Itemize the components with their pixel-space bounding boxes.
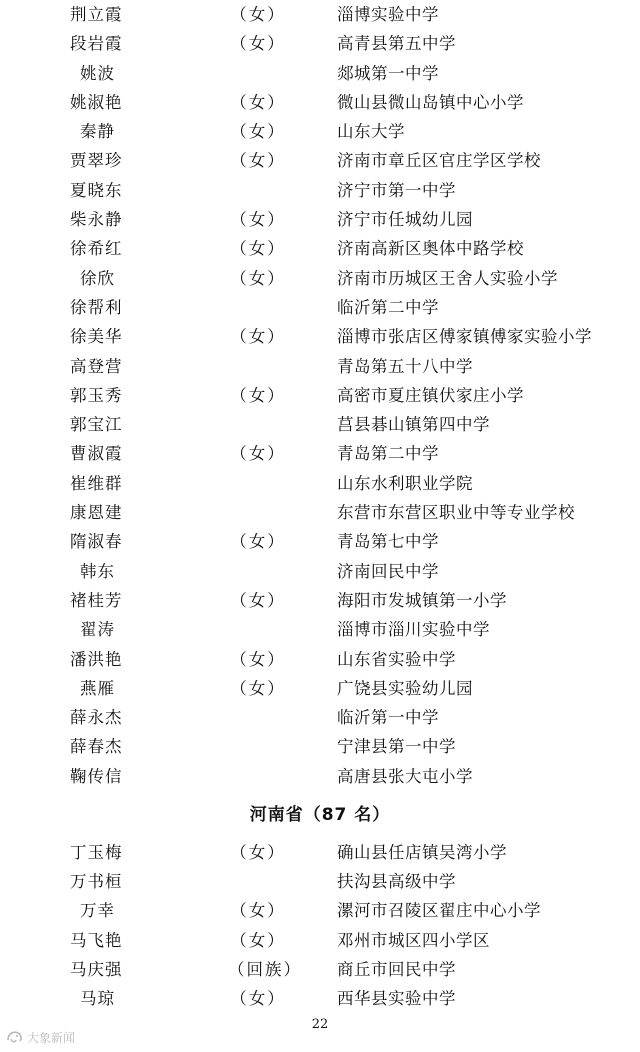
list-item: [0, 264, 640, 293]
school-name: 山东水利职业学院: [337, 473, 473, 493]
person-note: （女）: [230, 590, 286, 610]
school-name: 东营市东营区职业中等专业学校: [337, 503, 575, 523]
person-note: （女）: [230, 988, 286, 1008]
school-name: 青岛第二中学: [337, 444, 439, 464]
section-heading-henan: 河南省（87 名）: [249, 805, 391, 825]
school-name: 济南市历城区王舍人实验小学: [337, 268, 558, 288]
school-name: 青岛第五十八中学: [337, 356, 473, 376]
list-item: [0, 703, 640, 732]
person-name: 姚波: [80, 63, 115, 83]
list-item: [0, 322, 640, 351]
person-note: （女）: [230, 5, 286, 24]
list-item: [0, 645, 640, 674]
list-item: [0, 586, 640, 615]
person-name: 姚淑艳: [70, 92, 123, 112]
school-name: 海阳市发城镇第一小学: [337, 590, 507, 610]
person-note: （女）: [230, 385, 286, 405]
list-item: [0, 59, 640, 88]
watermark-text: 大象新闻: [27, 1030, 76, 1045]
list-item: [0, 615, 640, 644]
list-item: [0, 498, 640, 527]
person-note: （女）: [230, 34, 286, 54]
page-number: 22: [311, 1017, 329, 1032]
school-name: 高青县第五中学: [337, 34, 456, 54]
person-name: 郭宝江: [70, 415, 123, 435]
person-note: （女）: [230, 649, 286, 669]
school-name: 临沂第二中学: [337, 297, 439, 317]
person-name: 徐希红: [70, 239, 123, 259]
person-note: （回族）: [228, 959, 302, 979]
person-note: （女）: [230, 678, 286, 698]
person-note: （女）: [230, 268, 286, 288]
list-item: [0, 88, 640, 117]
school-name: 商丘市回民中学: [337, 959, 456, 979]
person-name: 褚桂芳: [70, 590, 123, 610]
list-item: [0, 146, 640, 175]
person-name: 薛永杰: [70, 708, 123, 728]
school-name: 邓州市城区四小学区: [337, 930, 490, 950]
school-name: 宁津县第一中学: [337, 737, 456, 757]
person-name: 贾翠珍: [70, 151, 123, 171]
honoree-list-henan: [0, 838, 640, 1013]
person-note: （女）: [230, 239, 286, 259]
person-name: 徐欣: [80, 268, 115, 288]
person-note: （女）: [230, 151, 286, 171]
list-item: [0, 674, 640, 703]
school-name: 广饶县实验幼儿园: [337, 678, 473, 698]
school-name: 济南回民中学: [337, 561, 439, 581]
school-name: 济宁市任城幼儿园: [337, 210, 473, 230]
list-item: [0, 469, 640, 498]
school-name: 漯河市召陵区翟庄中心小学: [337, 901, 541, 921]
person-name: 鞠传信: [70, 766, 123, 786]
person-name: 柴永静: [70, 210, 123, 230]
person-note: （女）: [230, 210, 286, 230]
list-item: [0, 117, 640, 146]
list-item: [0, 732, 640, 761]
elephant-logo-icon: [6, 1028, 24, 1046]
school-name: 济宁市第一中学: [337, 180, 456, 200]
school-name: 淄博市淄川实验中学: [337, 620, 490, 640]
person-name: 崔维群: [70, 473, 123, 493]
person-name: 薛春杰: [70, 737, 123, 757]
list-item: [0, 926, 640, 955]
person-note: （女）: [230, 901, 286, 921]
list-item: [0, 955, 640, 984]
list-item: [0, 176, 640, 205]
person-name: 曹淑霞: [70, 444, 123, 464]
list-item: [0, 527, 640, 556]
person-name: 燕雁: [80, 678, 115, 698]
person-name: 万幸: [80, 901, 115, 921]
school-name: 济南市章丘区官庄学区学校: [337, 151, 541, 171]
list-item: [0, 762, 640, 791]
school-name: 济南高新区奥体中路学校: [337, 239, 524, 259]
person-note: （女）: [230, 122, 286, 142]
person-name: 段岩霞: [70, 34, 123, 54]
school-name: 确山县任店镇吴湾小学: [337, 843, 507, 862]
watermark: [6, 1026, 75, 1048]
person-note: （女）: [230, 532, 286, 552]
list-item: [0, 234, 640, 263]
list-item: [0, 867, 640, 896]
list-item: [0, 205, 640, 234]
school-name: 淄博实验中学: [337, 5, 439, 24]
school-name: 高唐县张大屯小学: [337, 766, 473, 786]
school-name: 郯城第一中学: [337, 63, 439, 83]
person-name: 徐帮利: [70, 297, 123, 317]
person-name: 潘洪艳: [70, 649, 123, 669]
person-name: 马飞艳: [70, 930, 123, 950]
school-name: 临沂第一中学: [337, 708, 439, 728]
person-name: 隋淑春: [70, 532, 123, 552]
list-item: [0, 293, 640, 322]
school-name: 山东省实验中学: [337, 649, 456, 669]
school-name: 西华县实验中学: [337, 988, 456, 1008]
person-note: （女）: [230, 327, 286, 347]
person-note: （女）: [230, 92, 286, 112]
person-note: （女）: [230, 843, 286, 862]
person-name: 徐美华: [70, 327, 123, 347]
list-item: [0, 439, 640, 468]
person-name: 郭玉秀: [70, 385, 123, 405]
list-item: [0, 838, 640, 867]
person-name: 万书桓: [70, 872, 123, 892]
person-name: 康恩建: [70, 503, 123, 523]
school-name: 微山县微山岛镇中心小学: [337, 92, 524, 112]
list-item: [0, 984, 640, 1013]
person-name: 翟涛: [80, 620, 115, 640]
list-item: [0, 410, 640, 439]
school-name: 淄博市张店区傅家镇傅家实验小学: [337, 327, 592, 347]
person-note: （女）: [230, 930, 286, 950]
school-name: 青岛第七中学: [337, 532, 439, 552]
list-item: [0, 0, 640, 29]
person-name: 秦静: [80, 122, 115, 142]
school-name: 高密市夏庄镇伏家庄小学: [337, 385, 524, 405]
list-item: [0, 557, 640, 586]
person-name: 丁玉梅: [70, 843, 123, 862]
person-note: （女）: [230, 444, 286, 464]
person-name: 夏晓东: [70, 180, 123, 200]
school-name: 莒县碁山镇第四中学: [337, 415, 490, 435]
list-item: [0, 381, 640, 410]
person-name: 荆立霞: [70, 5, 123, 24]
school-name: 扶沟县高级中学: [337, 872, 456, 892]
list-item: [0, 352, 640, 381]
list-item: [0, 29, 640, 58]
person-name: 马琼: [80, 988, 115, 1008]
person-name: 韩东: [80, 561, 115, 581]
person-name: 高登营: [70, 356, 123, 376]
school-name: 山东大学: [337, 122, 405, 142]
list-item: [0, 896, 640, 925]
person-name: 马庆强: [70, 959, 123, 979]
